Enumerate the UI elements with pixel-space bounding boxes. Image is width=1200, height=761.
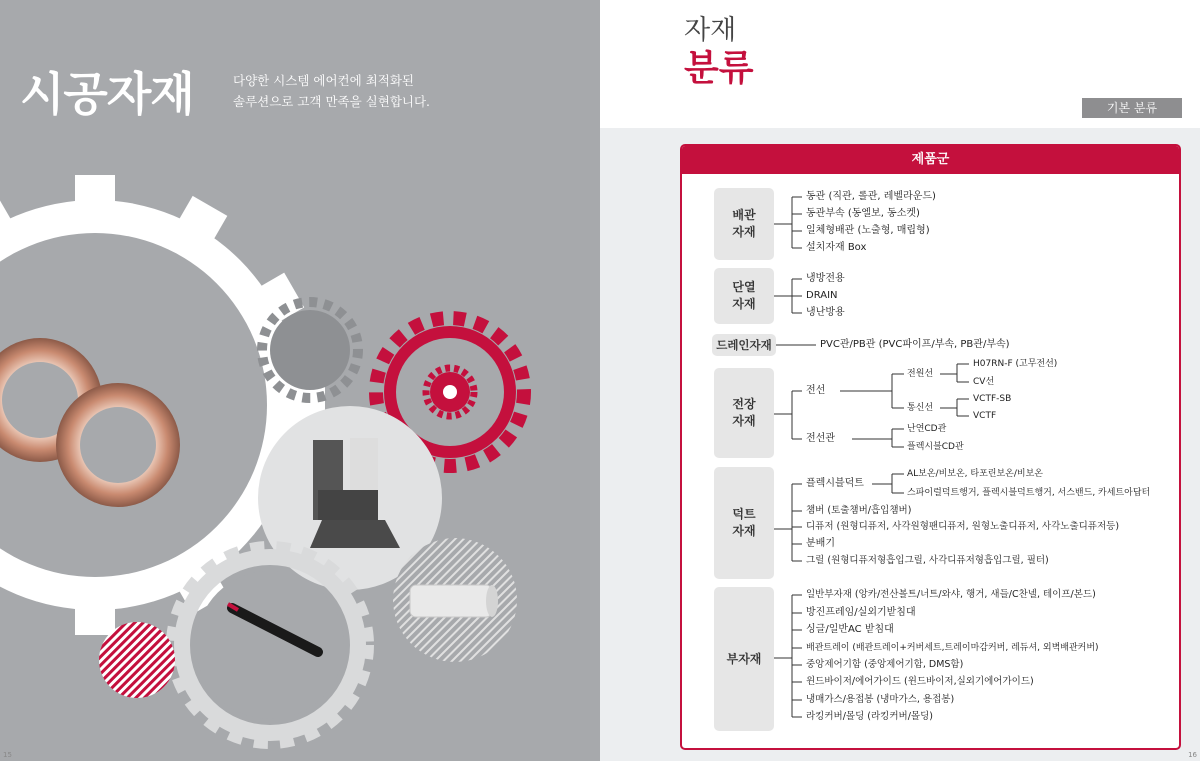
- category-insulation-label: 단열 자재: [732, 280, 756, 311]
- category-electric: [714, 368, 774, 458]
- pipe-image: [410, 585, 498, 617]
- insulation-item: 냉방전용: [806, 273, 845, 284]
- conduit-item: 플렉시블CD관: [907, 442, 964, 452]
- flex-duct: 플렉시블덕트: [806, 478, 864, 489]
- insulation-item: 냉난방용: [806, 307, 845, 318]
- piping-item: 설치자재 Box: [806, 242, 867, 253]
- comm-wire: 통신선: [907, 403, 934, 413]
- piping-item: 동관부속 (동엘보, 동소켓): [806, 208, 920, 219]
- panel-header: 제품군: [682, 146, 1179, 174]
- category-drain-label: 드레인자재: [716, 337, 772, 352]
- left-page-title: 시공자재: [20, 67, 194, 121]
- category-accessory-label: 부자재: [726, 651, 762, 666]
- piping-item: 일체형배관 (노출형, 매립형): [806, 225, 930, 236]
- accessory-item: 싱글/일반AC 받침대: [806, 624, 894, 635]
- subtitle-line-1: 다양한 시스템 에어컨에 최적화된: [233, 73, 414, 88]
- duct-item: 디퓨저 (원형디퓨저, 사각원형팬디퓨저, 원형노출디퓨저, 사각노출디퓨저등): [806, 521, 1120, 532]
- category-piping: [714, 188, 774, 260]
- duct-item: 챔버 (토출챔버/흡입챔버): [806, 505, 912, 516]
- flex-duct-item: 스파이럴덕트행거, 플렉시블덕트행거, 서스밴드, 카세트아답터: [907, 488, 1151, 498]
- left-page-number: 15: [3, 751, 12, 759]
- accessory-item: 배관트레이 (배관트레이+커버세트,트레이마감커버, 레듀셔, 외벽배관커버): [806, 643, 1099, 653]
- category-electric-label: 전장 자재: [732, 397, 756, 428]
- power-wire: 전원선: [907, 369, 934, 379]
- conduit: 전선관: [806, 433, 835, 444]
- piping-item: 동관 (직관, 롤관, 레벨라운드): [806, 191, 936, 202]
- duct-item: 분배기: [806, 538, 835, 549]
- accessory-item: 일반부자재 (앙카/전산볼트/너트/와샤, 행거, 새들/C찬넬, 테이프/본드): [806, 589, 1096, 600]
- product-group-panel: [680, 144, 1181, 750]
- category-drain: [712, 334, 776, 356]
- comm-wire-item: VCTF-SB: [973, 394, 1012, 404]
- accessory-item: 중앙제어기함 (중앙제어기함, DMS함): [806, 659, 964, 670]
- insulation-item: DRAIN: [806, 290, 838, 301]
- accessory-item: 방진프레임/실외기받침대: [806, 607, 916, 618]
- conduit-item: 난연CD관: [907, 424, 947, 434]
- category-insulation: [714, 268, 774, 324]
- drain-item: PVC관/PB관 (PVC파이프/부속, PB관/부속): [820, 339, 1010, 350]
- category-duct-label: 덕트 자재: [732, 507, 756, 538]
- comm-wire-item: VCTF: [973, 411, 997, 421]
- category-accessory: [714, 587, 774, 731]
- right-page: [600, 0, 1200, 761]
- subtitle-line-2: 솔루션으로 고객 만족을 실현합니다.: [233, 94, 431, 109]
- striped-red-circle: [99, 622, 175, 698]
- power-wire-item: H07RN-F (고무전선): [973, 359, 1058, 369]
- accessory-item: 라킹커버/몰딩 (라킹커버/몰딩): [806, 711, 933, 722]
- section-title-line-2: 분류: [684, 48, 754, 89]
- classification-badge: 기본 분류: [1082, 98, 1182, 118]
- accessory-item: 윈드바이저/에어가이드 (윈드바이저,실외기에어가이드): [806, 676, 1034, 687]
- section-title-line-1: 자재: [684, 15, 737, 46]
- electric-wire: 전선: [806, 385, 826, 396]
- flex-duct-item: AL보온/비보온, 타포린보온/비보온: [907, 469, 1043, 479]
- power-wire-item: CV선: [973, 377, 995, 387]
- accessory-item: 냉매가스/용접봉 (냉마가스, 용접봉): [806, 694, 955, 705]
- right-page-number: 16: [1188, 751, 1197, 759]
- left-page-subtitle: [233, 70, 430, 112]
- duct-item: 그릴 (원형디퓨저형흡입그릴, 사각디퓨저형흡입그릴, 필터): [806, 555, 1049, 566]
- category-piping-label: 배관 자재: [732, 208, 756, 239]
- category-duct: [714, 467, 774, 579]
